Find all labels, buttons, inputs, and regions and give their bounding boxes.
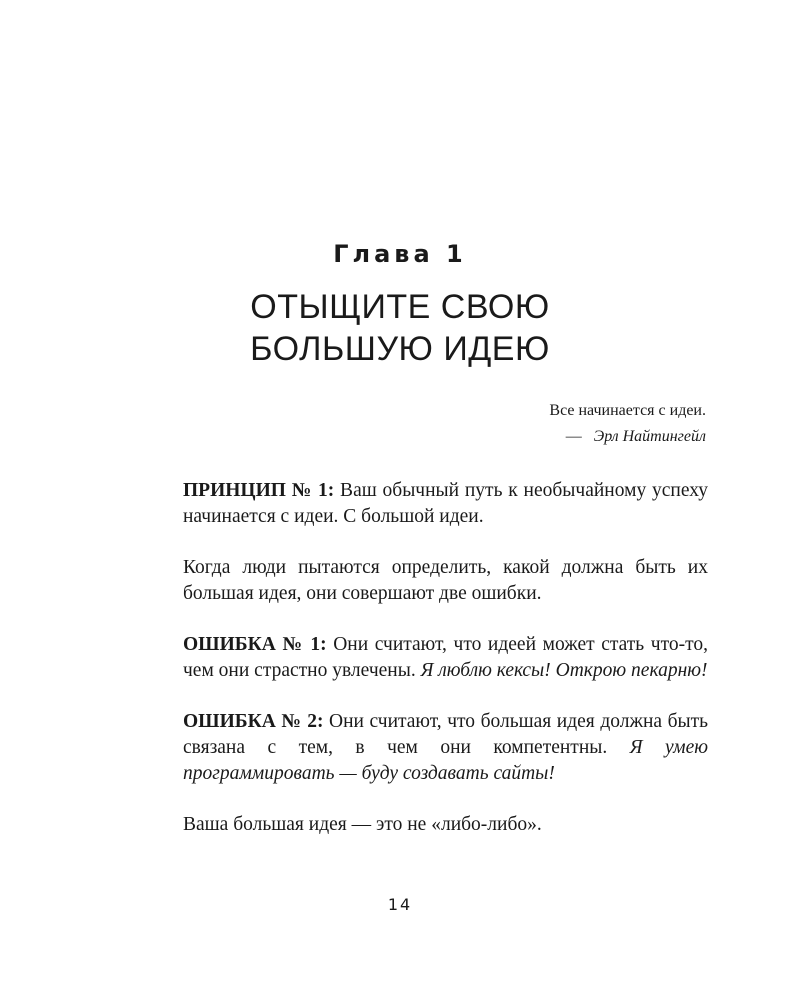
paragraph-principle — [183, 478, 708, 530]
mistake-2-label: ОШИБКА № 2: — [183, 711, 324, 732]
principle-text: Ваш обычный путь к необычайному успеху начинается с идеи. С большой идеи. — [183, 480, 708, 527]
paragraph-closing — [183, 812, 708, 838]
closing-text: Ваша большая идея — это не «либо-либо». — [183, 814, 542, 835]
chapter-title-line-2: БОЛЬШУЮ ИДЕЮ — [250, 330, 550, 368]
mistake-2-example: Я умею программировать — буду создавать сайты! — [183, 737, 708, 784]
chapter-title-line-1: ОТЫЩИТЕ СВОЮ — [250, 288, 550, 326]
intro-text: Когда люди пытаются определить, какой должна быть их большая идея, они совершают две ошибки. — [183, 557, 708, 604]
epigraph-dash: — — [565, 428, 582, 445]
paragraph-intro — [183, 555, 708, 607]
epigraph-quote: Все начинается с идеи. — [549, 402, 706, 419]
chapter-label: Глава 1 — [333, 240, 467, 268]
chapter-title — [0, 286, 800, 370]
mistake-1-label: ОШИБКА № 1: — [183, 634, 327, 655]
principle-label: ПРИНЦИП № 1: — [183, 480, 335, 501]
paragraph-mistake-2 — [183, 709, 708, 787]
epigraph-attribution — [549, 424, 706, 450]
paragraph-mistake-1 — [183, 632, 708, 684]
body-text — [183, 478, 708, 863]
mistake-1-text: Они считают, что идеей может стать что-то, чем они страстно увлечены. — [183, 634, 708, 681]
page-number: 14 — [387, 895, 413, 914]
mistake-2-text: Они считают, что большая идея должна быть связана с тем, в чем они компетентны. — [183, 711, 709, 758]
epigraph — [549, 398, 706, 450]
mistake-1-example: Я люблю кексы! Открою пекарню! — [420, 660, 708, 681]
epigraph-author: Эрл Найтингейл — [593, 428, 706, 445]
